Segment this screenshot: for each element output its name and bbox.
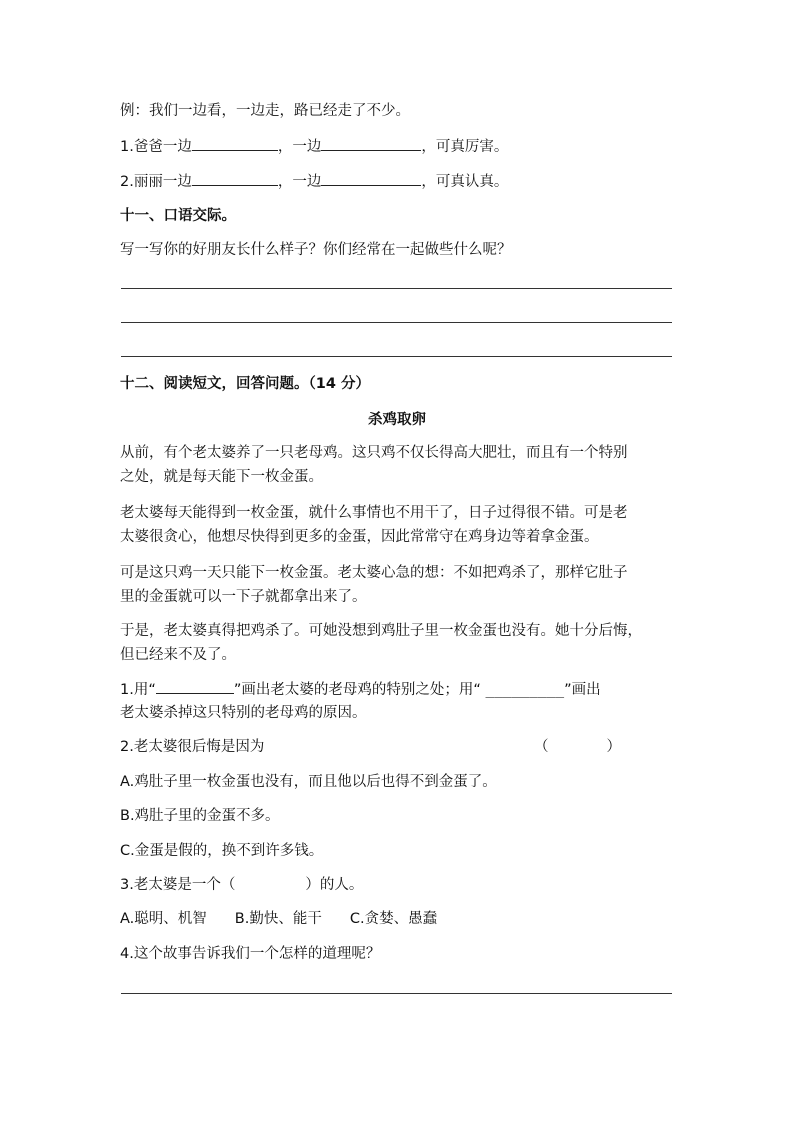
section-11-heading: 十一、口语交际。: [120, 208, 236, 224]
paragraph-4-line-2: 但已经来不及了。: [120, 647, 236, 663]
answer-paren[interactable]: （ ）: [534, 739, 621, 755]
dashed-line-sample: _________: [485, 682, 565, 698]
option-c[interactable]: C.金蛋是假的，换不到许多钱。: [120, 843, 324, 859]
answer-blank[interactable]: [321, 171, 421, 186]
section-12-heading: 十二、阅读短文，回答问题。（14 分）: [120, 376, 370, 392]
option-b[interactable]: B.鸡肚子里的金蛋不多。: [120, 808, 280, 824]
fill-item-prefix: 1.爸爸一边: [120, 139, 192, 155]
question-3-text: ）的人。: [305, 877, 364, 893]
section-11-prompt: 写一写你的好朋友长什么样子？你们经常在一起做些什么呢？: [120, 242, 512, 258]
paragraph-1-line-2: 之处，就是每天能下一枚金蛋。: [120, 469, 323, 485]
paragraph-4-line-1: 于是，老太婆真得把鸡杀了。可她没想到鸡肚子里一枚金蛋也没有。她十分后悔，: [120, 623, 642, 639]
underline-sample: [156, 679, 234, 694]
question-1-text: ”画出: [564, 682, 601, 698]
paragraph-2-line-1: 老太婆每天能得到一枚金蛋，就什么事情也不用干了，日子过得很不错。可是老: [120, 505, 628, 521]
question-4: 4.这个故事告诉我们一个怎样的道理呢？: [120, 946, 381, 962]
answer-blank[interactable]: [321, 136, 421, 151]
paragraph-1-line-1: 从前，有个老太婆养了一只老母鸡。这只鸡不仅长得高大肥壮，而且有一个特别: [120, 445, 628, 461]
option-c[interactable]: C.贪婪、愚蠢: [349, 911, 438, 927]
writing-line[interactable]: [121, 993, 672, 994]
fill-item-suffix: ，可真认真。: [421, 174, 509, 190]
example-sentence: 例：我们一边看，一边走，路已经走了不少。: [120, 103, 410, 119]
question-1-line-1: [120, 679, 601, 700]
option-a[interactable]: A.聪明、机智: [120, 911, 207, 927]
story-title: 杀鸡取卵: [368, 412, 426, 428]
question-1-line-2: 老太婆杀掉这只特别的老母鸡的原因。: [120, 705, 367, 721]
answer-blank[interactable]: [192, 171, 278, 186]
question-3-text: 3.老太婆是一个（: [120, 877, 236, 893]
question-2: 2.老太婆很后悔是因为: [120, 739, 265, 755]
answer-blank[interactable]: [192, 136, 278, 151]
fill-item-mid: ，一边: [277, 174, 322, 190]
writing-line[interactable]: [121, 288, 672, 289]
paragraph-2-line-2: 太婆很贪心，他想尽快得到更多的金蛋，因此常常守在鸡身边等着拿金蛋。: [120, 529, 599, 545]
question-3-options: [120, 909, 437, 929]
option-b[interactable]: B.勤快、能干: [234, 911, 322, 927]
question-1-text: 1.用“: [120, 682, 156, 698]
option-a[interactable]: A.鸡肚子里一枚金蛋也没有，而且他以后也得不到金蛋了。: [120, 774, 497, 790]
fill-item-mid: ，一边: [277, 139, 322, 155]
fill-item-prefix: 2.丽丽一边: [120, 174, 192, 190]
fill-item-1: [120, 136, 508, 157]
fill-item-suffix: ，可真厉害。: [421, 139, 509, 155]
writing-line[interactable]: [121, 322, 672, 323]
paragraph-3-line-2: 里的金蛋就可以一下子就都拿出来了。: [120, 589, 367, 605]
question-3: [120, 875, 363, 895]
fill-item-2: [120, 171, 508, 192]
writing-line[interactable]: [121, 356, 672, 357]
question-1-text: ”画出老太婆的老母鸡的特别之处；用“: [233, 682, 486, 698]
paragraph-3-line-1: 可是这只鸡一天只能下一枚金蛋。老太婆心急的想：不如把鸡杀了，那样它肚子: [120, 565, 628, 581]
